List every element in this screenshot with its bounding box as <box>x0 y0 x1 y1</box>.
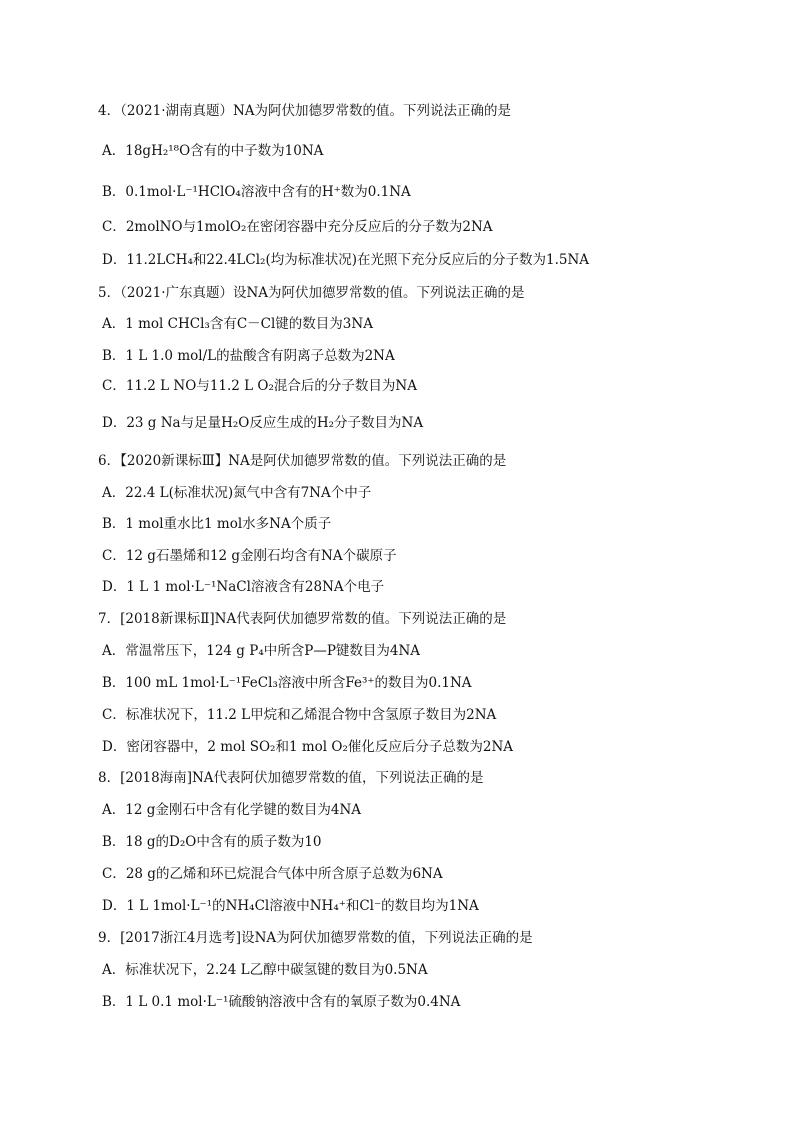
option-a: A．常温常压下，124 g P₄中所含P—P键数目为4NA <box>102 643 421 659</box>
option-c: C．11.2 L NO与11.2 L O₂混合后的分子数目为NA <box>102 378 417 394</box>
option-b: B．1 L 0.1 mol·L⁻¹硫酸钠溶液中含有的氧原子数为0.4NA <box>102 994 461 1010</box>
option-b: B．0.1mol·L⁻¹HClO₄溶液中含有的H⁺数为0.1NA <box>102 184 411 200</box>
option-d: D．23 g Na与足量H₂O反应生成的H₂分子数目为NA <box>102 415 424 431</box>
question-stem: 9．[2017浙江4月选考]设NA为阿伏加德罗常数的值，下列说法正确的是 <box>98 930 533 946</box>
option-a: A．22.4 L(标准状况)氮气中含有7NA个中子 <box>102 485 372 501</box>
question-stem: 4．（2021·湖南真题）NA为阿伏加德罗常数的值。下列说法正确的是 <box>98 103 512 119</box>
option-b: B．100 mL 1mol·L⁻¹FeCl₃溶液中所含Fe³⁺的数目为0.1NA <box>102 675 472 691</box>
question-stem: 6．【2020新课标Ⅲ】NA是阿伏加德罗常数的值。下列说法正确的是 <box>98 453 507 469</box>
option-c: C．2molNO与1molO₂在密闭容器中充分反应后的分子数为2NA <box>102 219 493 235</box>
option-b: B．1 L 1.0 mol/L的盐酸含有阴离子总数为2NA <box>102 348 395 364</box>
option-d: D．密闭容器中，2 mol SO₂和1 mol O₂催化反应后分子总数为2NA <box>102 739 514 755</box>
option-d: D．1 L 1 mol·L⁻¹NaCl溶液含有28NA个电子 <box>102 579 385 595</box>
option-b: B．18 g的D₂O中含有的质子数为10 <box>102 834 322 850</box>
option-a: A．1 mol CHCl₃含有C－Cl键的数目为3NA <box>102 316 373 332</box>
option-a: A．标准状况下，2.24 L乙醇中碳氢键的数目为0.5NA <box>102 962 428 978</box>
option-c: C．28 g的乙烯和环已烷混合气体中所含原子总数为6NA <box>102 866 443 882</box>
option-d: D．1 L 1mol·L⁻¹的NH₄Cl溶液中NH₄⁺和Cl⁻的数目均为1NA <box>102 898 479 914</box>
option-c: C．标准状况下，11.2 L甲烷和乙烯混合物中含氢原子数目为2NA <box>102 707 497 723</box>
question-stem: 7．[2018新课标Ⅱ]NA代表阿伏加德罗常数的值。下列说法正确的是 <box>98 611 507 627</box>
option-a: A．18gH₂¹⁸O含有的中子数为10NA <box>102 143 324 159</box>
question-stem: 8．[2018海南]NA代表阿伏加德罗常数的值，下列说法正确的是 <box>98 770 484 786</box>
question-stem: 5．（2021·广东真题）设NA为阿伏加德罗常数的值。下列说法正确的是 <box>98 285 525 301</box>
option-d: D．11.2LCH₄和22.4LCl₂(均为标准状况)在光照下充分反应后的分子数为1.5NA <box>102 252 590 268</box>
option-a: A．12 g金刚石中含有化学键的数目为4NA <box>102 802 362 818</box>
option-b: B．1 mol重水比1 mol水多NA个质子 <box>102 516 332 532</box>
option-c: C．12 g石墨烯和12 g金刚石均含有NA个碳原子 <box>102 548 397 564</box>
